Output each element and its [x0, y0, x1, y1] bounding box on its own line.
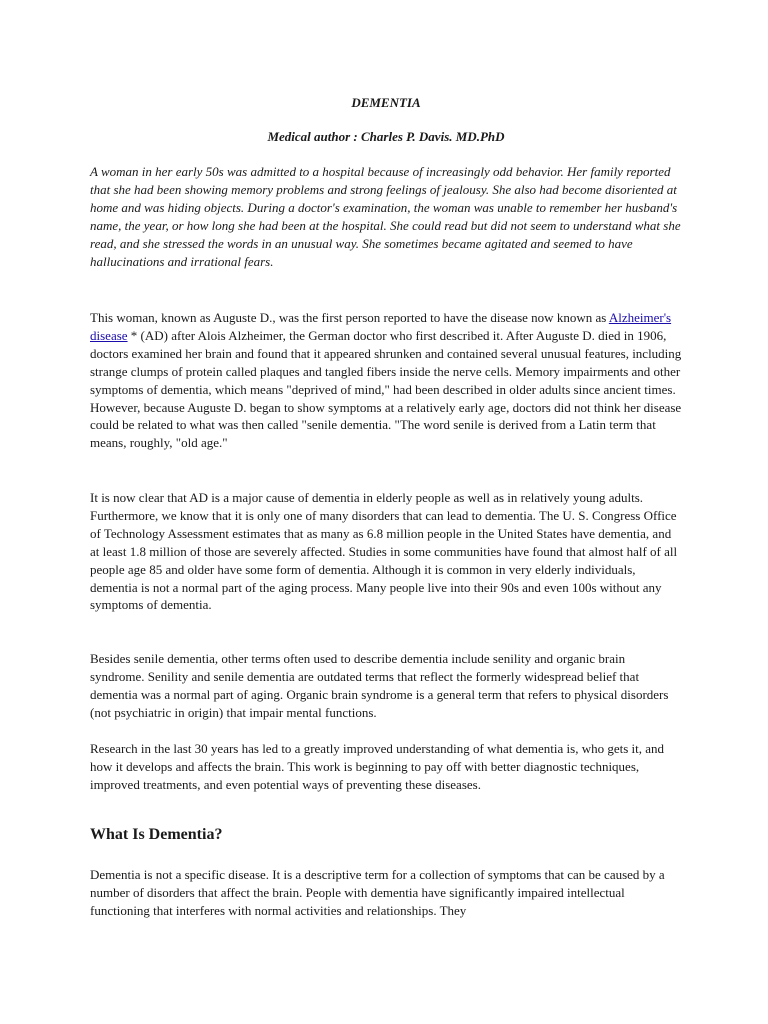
section-heading-what-is-dementia: What Is Dementia?: [90, 826, 223, 843]
paragraph-research: Research in the last 30 years has led to a greatly improved understanding of what dementia is, who gets it, and how it develops and affects the brain. This work is beginning to pay off with better diagnostic techniques, improved treatments, and even potential ways of preventing these diseases.: [90, 741, 665, 792]
paragraph-auguste-text-start: This woman, known as Auguste D., was the first person reported to have the disease now known as: [90, 310, 609, 325]
document-title: DEMENTIA: [351, 95, 421, 110]
paragraph-major-cause: It is now clear that AD is a major cause of dementia in elderly people as well as in relatively young adults. Furthermore, we know that it is only one of many disorders that can lead to dementia. The U. S. Congress Office of Technology Assessment estimates that as many as 6.8 million people in the United States have dementia, and at least 1.8 million of those are severely affected. Studies in some communities have found that almost half of all people age 85 and older have some form of dementia. Although it is common in very elderly individuals, dementia is not a normal part of the aging process. Many people live into their 90s and even 100s without any symptoms of dementia.: [90, 490, 678, 613]
paragraph-senile-terms: Besides senile dementia, other terms often used to describe dementia include senility and organic brain syndrome. Senility and senile dementia are outdated terms that reflect the formerly widespread belief that dementia was a normal part of aging. Organic brain syndrome is a general term that refers to physical disorders (not psychiatric in origin) that impair mental functions.: [90, 651, 669, 720]
paragraph-auguste-text-end: * (AD) after Alois Alzheimer, the German doctor who first described it. After Auguste D. died in 1906, doctors examined her brain and found that it appeared shrunken and contained several unusual features, including strange clumps of protein called plaques and tangled fibers inside the nerve cells. Memory impairments and other symptoms of dementia, which means "deprived of mind," had been described in older adults since ancient times. However, because Auguste D. began to show symptoms at a relatively early age, doctors did not think her disease could be related to what was then called "senile dementia. "The word senile is derived from a Latin term that means, roughly, "old age.": [90, 327, 682, 451]
intro-paragraph: A woman in her early 50s was admitted to a hospital because of increasingly odd behavior. Her family reported that she had been showing memory problems and strong feelings of jealousy. She also had become disoriented at home and was hiding objects. During a doctor's examination, the woman was unable to remember her husband's name, the year, or how long she had been at the hospital. She could read but did not seem to understand what she read, and she stressed the words in an unusual way. She sometimes became agitated and seemed to have hallucinations and irrational fears.: [90, 164, 681, 269]
author-line: Medical author : Charles P. Davis. MD.PhD: [267, 129, 505, 144]
paragraph-auguste: [90, 309, 682, 452]
alzheimers-disease-link[interactable]: Alzheimer's disease: [90, 310, 672, 343]
paragraph-definition: Dementia is not a specific disease. It is a descriptive term for a collection of symptoms that can be caused by a number of disorders that affect the brain. People with dementia have significantly impaired intellectual functioning that interferes with normal activities and relationships. They: [90, 867, 665, 918]
